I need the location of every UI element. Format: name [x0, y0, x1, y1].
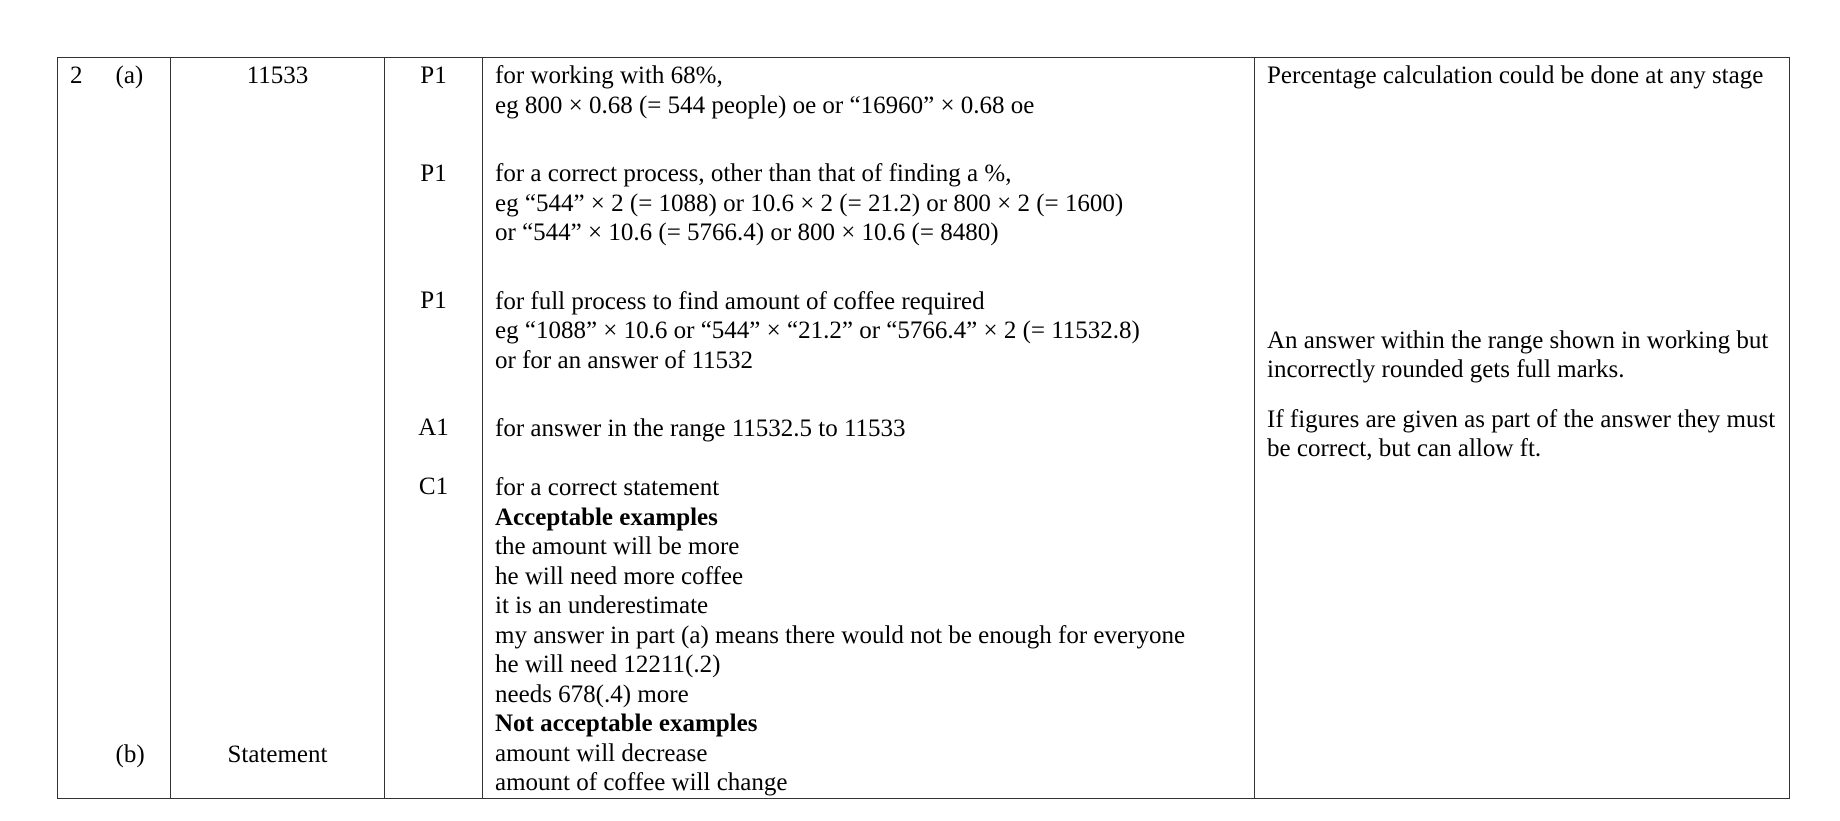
part-label-cell: [104, 58, 171, 799]
acceptable-heading: Acceptable examples: [495, 503, 718, 531]
question-number: 2: [70, 62, 83, 89]
mark-code: P1: [420, 286, 447, 314]
mark-4-text: for answer in the range 11532.5 to 11533: [495, 415, 906, 442]
not-acceptable-heading: Not acceptable examples: [495, 710, 758, 737]
not-acceptable-example: amount will decrease: [495, 739, 708, 767]
mark-code-cell: [385, 58, 483, 799]
question-number-cell: [58, 58, 104, 799]
part-a-label: (a): [115, 62, 144, 89]
mark-code: P1: [420, 62, 447, 89]
answer-cell: [171, 58, 385, 799]
guidance-cell: [483, 58, 1255, 799]
acceptable-example: needs 678(.4) more: [495, 680, 689, 708]
part-b-answer: Statement: [227, 740, 328, 768]
acceptable-example: he will need 12211(.2): [495, 651, 721, 678]
part-b-label: (b): [115, 740, 145, 768]
mark-3-text: for full process to find amount of coffee required eg “1088” × 10.6 or “544” × “21.2” or “5766.4” × 2 (= 11532.8) or for an answer of 11532: [495, 287, 1140, 374]
acceptable-example: it is an underestimate: [495, 592, 709, 619]
mark-2-text: for a correct process, other than that of finding a %, eg “544” × 2 (= 1088) or 10.6 × 2 (= 21.2) or 800 × 2 (= 1600) or “544” × 10.6 (= 5766.4) or 800 × 10.6 (= 8480): [495, 160, 1124, 246]
part-b-text: for a correct statement Acceptable examples the amount will be more he will need more coffee it is an underestimate my answer in part (a) means there would not be enough for everyone he will need 12211(.2) needs 678(.4) more Not acceptable examples amount will decrease amount of coffee will change: [495, 473, 1242, 798]
mark-code: P1: [420, 159, 447, 187]
not-acceptable-example: amount of coffee will change: [495, 769, 788, 796]
mark-code: C1: [418, 472, 449, 500]
note-figures: If figures are given as part of the answer they must be correct, but can allow ft.: [1267, 405, 1776, 462]
notes-cell: [1255, 58, 1790, 799]
question-row: [58, 58, 1790, 799]
note-rounding: An answer within the range shown in working but incorrectly rounded gets full marks.: [1267, 326, 1769, 383]
acceptable-example: he will need more coffee: [495, 562, 744, 590]
mark-code: A1: [418, 413, 449, 441]
note-percentage: Percentage calculation could be done at any stage: [1267, 62, 1764, 89]
mark-1-text: for working with 68%, eg 800 × 0.68 (= 544 people) oe or “16960” × 0.68 oe: [495, 62, 1035, 119]
part-a-answer: 11533: [246, 62, 309, 89]
acceptable-example: the amount will be more: [495, 533, 740, 560]
mark-scheme-table: [57, 57, 1790, 799]
acceptable-example: my answer in part (a) means there would not be enough for everyone: [495, 621, 1186, 649]
